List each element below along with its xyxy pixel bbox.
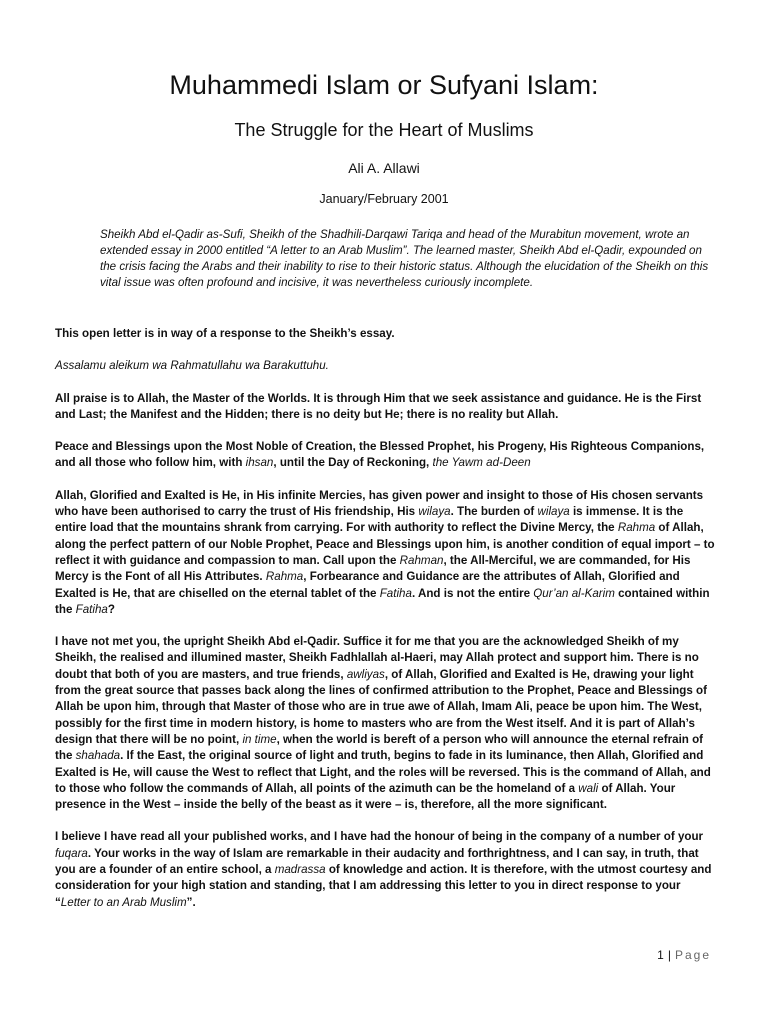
italic-term: Fatiha xyxy=(379,586,412,600)
italic-term: Rahma xyxy=(265,570,304,584)
body-paragraph-4 xyxy=(55,439,715,472)
italic-term: Rahma xyxy=(617,521,656,535)
publication-date: January/February 2001 xyxy=(319,192,449,206)
italic-term: ihsan xyxy=(245,456,274,470)
italic-term: in time xyxy=(242,732,277,746)
author-name: Ali A. Allawi xyxy=(348,160,420,176)
text-run: I have not met you, the upright Sheikh Abd el-Qadir. Suffice it for me that you are the acknowledged Sheikh of my Sheikh, the realised and illumined master, Sheikh Fadhlallah al-Haeri, may Allah protect and support him. There is no doubt that both of you are masters, and true friends, xyxy=(55,635,699,681)
document-title: Muhammedi Islam or Sufyani Islam: xyxy=(169,70,599,100)
italic-term: Fatiha xyxy=(75,602,108,616)
text-run: I believe I have read all your published works, and I have had the honour of being in the company of a number of your xyxy=(55,830,704,844)
italic-term: wali xyxy=(578,781,599,795)
text-run: , until the Day of Reckoning, xyxy=(273,456,433,470)
text-run: ? xyxy=(107,602,115,616)
abstract-paragraph: Sheikh Abd el-Qadir as-Sufi, Sheikh of the Shadhili-Darqawi Tariqa and head of the Murabitun movement, wrote an extended essay in 2000 entitled “A letter to an Arab Muslim”. The learned master, Sheikh Abd el-Qadir, expounded on the crisis facing the Arabs and their inability to rise to their historic status. Although the elucidation of the Sheikh on this vital issue was often profound and incisive, it was nevertheless curiously incomplete. xyxy=(100,228,709,289)
text-run: Allah, Glorified and Exalted is He, in His infinite Mercies, has given power and insight to those of His chosen servants who have been authorised to carry the trust of His friendship, His xyxy=(55,488,704,519)
italic-term: Rahman xyxy=(399,553,444,567)
body-paragraph-5 xyxy=(55,488,715,618)
page-number: 1 xyxy=(657,948,664,962)
italic-term: fuqara xyxy=(55,846,88,860)
italic-term: Letter to an Arab Muslim xyxy=(60,895,187,909)
text-run: . If the East, the original source of light and truth, begins to fade in its luminance, then Allah, Glorified and Exalted is He, will cause the West to reflect that Light, and the roles will be reversed. This is the command of Allah, and to those who follow the commands of Allah, all points of the azimuth can be the homeland of a xyxy=(55,749,711,795)
text-run: . Your works in the way of Islam are remarkable in their audacity and forthrightness, and I can say, in truth, that you are a founder of an entire school, a xyxy=(55,846,699,877)
italic-term: wilaya xyxy=(537,505,570,519)
text-run: Peace and Blessings upon the Most Noble of Creation, the Blessed Prophet, his Progeny, His Righteous Companions, and all those who follow him, with xyxy=(55,440,705,470)
italic-term: Qur’an al-Karim xyxy=(533,586,615,600)
text-run: , of Allah, Glorified and Exalted is He, drawing your light from the great source that passes back along the lines of confirmed attribution to the Prophet, Peace and Blessings of Allah be upon him, through that Master of those who are in true awe of Allah, Imam Ali, peace be upon him. The West, possibly for the first time in modern history, is home to masters who are from the West itself. And it is part of Allah’s design that there will be no point, xyxy=(55,667,707,746)
page-label: Page xyxy=(674,948,711,962)
italic-term: shahada xyxy=(75,749,121,763)
text-run: of Allah. Your presence in the West – inside the belly of the beast as it were – is, therefore, all the more significant. xyxy=(55,781,676,812)
italic-term: madrassa xyxy=(274,863,326,877)
text-run: of Allah, along the perfect pattern of our Noble Prophet, Peace and Blessings upon him, is another condition of equal import – to reflect it with guidance and compassion to man. Call upon the xyxy=(55,521,715,567)
document-subtitle: The Struggle for the Heart of Muslims xyxy=(234,120,534,140)
letter-body xyxy=(55,326,715,927)
italic-term: wilaya xyxy=(418,505,451,519)
text-run: , the All-Merciful, we are commanded, for His Mercy is the Font of all His Attributes. xyxy=(55,553,691,584)
text-run: . The burden of xyxy=(450,505,538,519)
text-run: is immense. It is the entire load that the mountains shrank from carrying. For with authority to reflect the Divine Mercy, the xyxy=(55,505,684,535)
text-run: contained within the xyxy=(55,586,710,616)
text-run: of knowledge and action. It is therefore, with the utmost courtesy and consideration for your high station and standing, that I am addressing this letter to you in direct response to your “ xyxy=(55,863,712,909)
body-paragraph-1: This open letter is in way of a response to the Sheikh’s essay. xyxy=(55,327,395,340)
body-paragraph-6 xyxy=(55,634,715,813)
body-paragraph-2: Assalamu aleikum wa Rahmatullahu wa Barakuttuhu. xyxy=(55,359,329,373)
body-paragraph-7 xyxy=(55,829,715,910)
text-run: , when the world is bereft of a person who will announce the eternal refrain of the xyxy=(55,732,704,763)
italic-term: the Yawm ad-Deen xyxy=(432,456,531,470)
text-run: . And is not the entire xyxy=(411,586,534,600)
text-run: ”. xyxy=(186,895,196,909)
page-footer xyxy=(657,948,711,962)
text-run: , Forbearance and Guidance are the attributes of Allah, Glorified and Exalted is He, that are chiselled on the eternal tablet of the xyxy=(55,570,680,600)
italic-term: awliyas xyxy=(346,667,385,681)
body-paragraph-3: All praise is to Allah, the Master of the Worlds. It is through Him that we seek assistance and guidance. He is the First and Last; the Manifest and the Hidden; there is no deity but He; there is no reality but Allah. xyxy=(55,391,702,421)
page-separator: | xyxy=(667,948,671,962)
